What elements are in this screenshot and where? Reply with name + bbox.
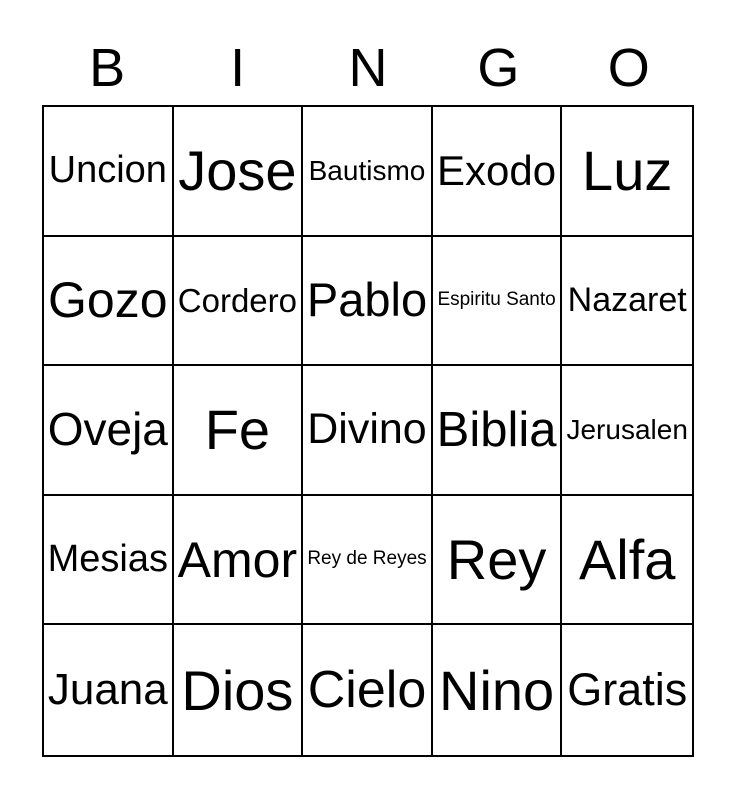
bingo-cell-label: Cielo [307,661,427,719]
bingo-cell[interactable] [303,366,433,496]
bingo-cell-label: Luz [582,139,673,203]
bingo-title-letter: I [230,38,246,98]
bingo-cell[interactable] [562,107,692,237]
bingo-title-letter: G [477,38,520,98]
bingo-cell-label: Gratis [567,664,688,716]
bingo-title [42,36,694,100]
bingo-cell-label: Oveja [47,403,168,456]
bingo-title-letter: N [348,38,388,98]
bingo-cell[interactable] [44,107,174,237]
bingo-cell[interactable] [562,237,692,367]
bingo-cell-label: Cordero [177,281,297,319]
bingo-cell-label: Uncion [48,149,167,191]
bingo-cell[interactable] [562,366,692,496]
bingo-cell-label: Exodo [437,146,557,194]
bingo-cell[interactable] [562,625,692,755]
bingo-cell-label: Nazaret [567,280,687,319]
bingo-cell-label: Jose [178,139,297,203]
bingo-cell-label: Espiritu Santo [437,288,556,310]
bingo-cell-label: Bautismo [308,155,426,186]
bingo-cell-label: Alfa [578,528,676,591]
bingo-cell-label: Pablo [306,273,428,327]
bingo-cell-label: Juana [47,664,168,714]
bingo-cell[interactable] [433,625,563,755]
bingo-cell[interactable] [303,625,433,755]
bingo-cell[interactable] [174,237,304,367]
bingo-cell[interactable] [44,237,174,367]
bingo-cell[interactable] [433,496,563,626]
bingo-cell[interactable] [44,625,174,755]
bingo-cell[interactable] [174,496,304,626]
bingo-board [42,105,694,757]
bingo-cell[interactable] [174,366,304,496]
bingo-cell-label: Fe [204,398,271,462]
bingo-cell[interactable] [44,496,174,626]
bingo-cell-label: Biblia [436,402,557,457]
bingo-title-letter: B [89,38,126,98]
bingo-title-letter: O [607,38,650,98]
bingo-cell[interactable] [303,107,433,237]
bingo-cell-label: Mesias [47,537,168,580]
bingo-cell[interactable] [303,237,433,367]
bingo-cell[interactable] [174,107,304,237]
bingo-cell[interactable] [433,107,563,237]
bingo-cell-label: Divino [307,405,427,454]
bingo-cell[interactable] [562,496,692,626]
bingo-cell-label: Gozo [48,272,168,329]
bingo-cell-label: Rey de Reyes [307,548,427,570]
bingo-cell[interactable] [433,237,563,367]
bingo-cell-label: Dios [181,658,294,722]
bingo-cell[interactable] [44,366,174,496]
bingo-cell[interactable] [303,496,433,626]
bingo-cell-label: Nino [439,658,555,722]
bingo-cell[interactable] [433,366,563,496]
bingo-cell-label: Jerusalen [566,414,688,446]
bingo-cell-label: Rey [446,528,547,591]
bingo-cell-label: Amor [177,531,298,588]
bingo-cell[interactable] [174,625,304,755]
